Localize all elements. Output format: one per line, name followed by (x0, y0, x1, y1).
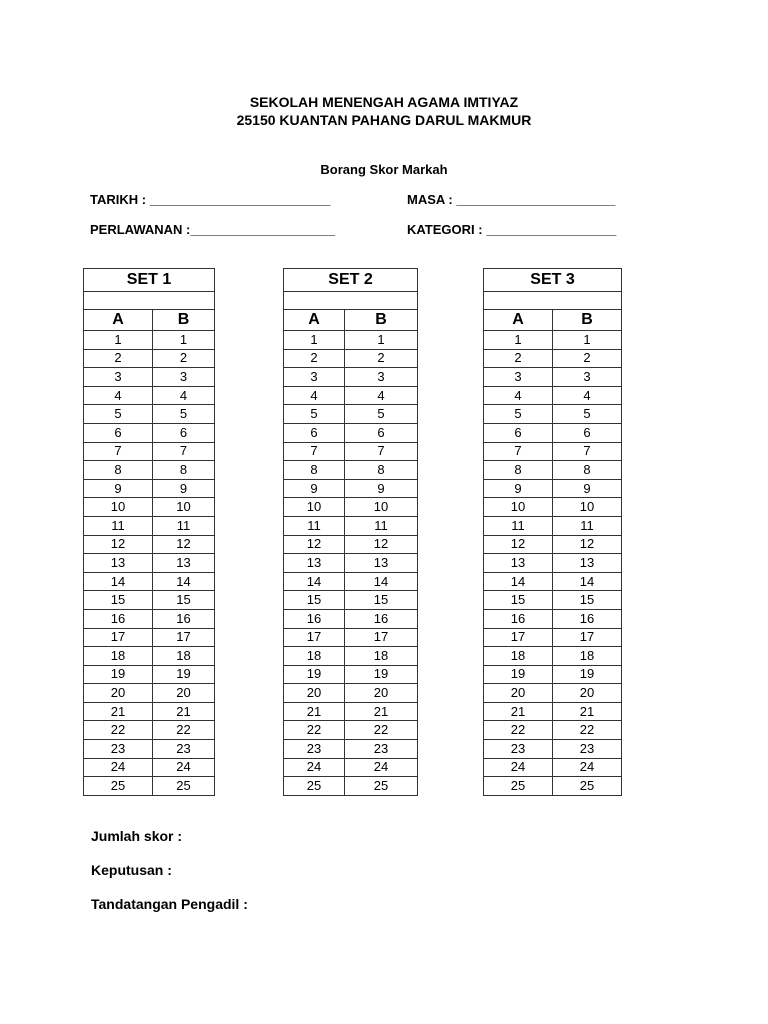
column-header-b: B (345, 310, 418, 331)
score-table-set-1 (83, 268, 215, 796)
score-cell-a: 12 (284, 535, 345, 554)
column-header-b: B (153, 310, 215, 331)
table-row (84, 516, 215, 535)
set-title-row (284, 269, 418, 292)
score-cell-b: 5 (153, 405, 215, 424)
table-row (484, 665, 622, 684)
table-row (284, 740, 418, 759)
score-cell-b: 2 (345, 349, 418, 368)
score-cell-b: 17 (553, 628, 622, 647)
score-cell-b: 11 (553, 516, 622, 535)
score-cell-a: 13 (284, 554, 345, 573)
table-row (284, 684, 418, 703)
table-row (484, 721, 622, 740)
set-title-row (84, 269, 215, 292)
score-cell-a: 22 (284, 721, 345, 740)
blank-row (284, 292, 418, 310)
score-cell-b: 13 (553, 554, 622, 573)
kategori-field: KATEGORI : __________________ (407, 222, 617, 237)
table-row (284, 405, 418, 424)
score-cell-b: 23 (345, 740, 418, 759)
score-cell-a: 4 (284, 386, 345, 405)
score-cell-a: 7 (484, 442, 553, 461)
score-cell-a: 13 (484, 554, 553, 573)
score-cell-b: 9 (153, 479, 215, 498)
table-row (84, 386, 215, 405)
score-cell-a: 18 (284, 647, 345, 666)
score-cell-a: 23 (84, 740, 153, 759)
score-table-set-2 (283, 268, 418, 796)
table-row (484, 498, 622, 517)
score-cell-b: 19 (553, 665, 622, 684)
score-cell-b: 20 (153, 684, 215, 703)
score-cell-a: 5 (284, 405, 345, 424)
table-row (84, 721, 215, 740)
score-cell-a: 15 (484, 591, 553, 610)
blank-cell (84, 292, 215, 310)
score-cell-a: 5 (484, 405, 553, 424)
table-row (84, 535, 215, 554)
score-cell-a: 3 (484, 368, 553, 387)
score-cell-b: 17 (153, 628, 215, 647)
table-row (84, 758, 215, 777)
score-cell-b: 1 (553, 331, 622, 350)
score-cell-a: 5 (84, 405, 153, 424)
table-row (84, 647, 215, 666)
table-row (484, 758, 622, 777)
score-cell-b: 13 (345, 554, 418, 573)
blank-cell (484, 292, 622, 310)
score-cell-a: 25 (284, 777, 345, 796)
score-cell-a: 25 (84, 777, 153, 796)
score-cell-a: 10 (484, 498, 553, 517)
table-row (84, 572, 215, 591)
score-cell-b: 20 (345, 684, 418, 703)
score-cell-a: 14 (484, 572, 553, 591)
table-row (484, 479, 622, 498)
table-row (484, 386, 622, 405)
column-header-row (284, 310, 418, 331)
table-row (84, 554, 215, 573)
score-cell-b: 14 (553, 572, 622, 591)
table-row (484, 368, 622, 387)
score-cell-a: 8 (484, 461, 553, 480)
score-cell-a: 16 (284, 609, 345, 628)
table-row (484, 516, 622, 535)
score-cell-a: 24 (484, 758, 553, 777)
score-cell-b: 14 (345, 572, 418, 591)
score-cell-a: 19 (84, 665, 153, 684)
table-row (84, 461, 215, 480)
score-cell-a: 2 (484, 349, 553, 368)
score-cell-b: 5 (553, 405, 622, 424)
table-row (284, 498, 418, 517)
score-cell-a: 22 (484, 721, 553, 740)
score-cell-a: 23 (284, 740, 345, 759)
score-cell-a: 24 (84, 758, 153, 777)
score-cell-b: 11 (153, 516, 215, 535)
table-row (284, 368, 418, 387)
score-cell-b: 4 (153, 386, 215, 405)
score-cell-b: 16 (345, 609, 418, 628)
score-cell-b: 15 (345, 591, 418, 610)
score-cell-b: 18 (345, 647, 418, 666)
school-name: SEKOLAH MENENGAH AGAMA IMTIYAZ (249, 94, 519, 110)
score-cell-b: 22 (153, 721, 215, 740)
score-cell-a: 20 (84, 684, 153, 703)
score-cell-a: 10 (84, 498, 153, 517)
score-cell-b: 24 (553, 758, 622, 777)
perlawanan-field: PERLAWANAN :____________________ (90, 222, 335, 237)
table-row (84, 777, 215, 796)
table-row (84, 368, 215, 387)
set-title: SET 1 (84, 269, 215, 292)
score-cell-a: 4 (484, 386, 553, 405)
score-cell-a: 15 (84, 591, 153, 610)
score-cell-a: 1 (284, 331, 345, 350)
column-header-a: A (84, 310, 153, 331)
form-title: Borang Skor Markah (320, 162, 448, 177)
score-cell-b: 9 (553, 479, 622, 498)
score-cell-a: 14 (84, 572, 153, 591)
score-cell-b: 4 (553, 386, 622, 405)
score-cell-a: 11 (84, 516, 153, 535)
table-row (84, 423, 215, 442)
table-row (284, 516, 418, 535)
score-cell-a: 21 (84, 702, 153, 721)
score-cell-a: 25 (484, 777, 553, 796)
score-cell-b: 25 (345, 777, 418, 796)
table-row (84, 684, 215, 703)
score-cell-b: 18 (553, 647, 622, 666)
score-cell-b: 8 (345, 461, 418, 480)
score-cell-b: 21 (553, 702, 622, 721)
table-row (84, 498, 215, 517)
table-row (284, 702, 418, 721)
score-cell-a: 9 (284, 479, 345, 498)
table-row (84, 591, 215, 610)
score-cell-b: 24 (345, 758, 418, 777)
table-row (284, 758, 418, 777)
score-cell-b: 22 (553, 721, 622, 740)
table-row (284, 349, 418, 368)
score-cell-b: 10 (345, 498, 418, 517)
score-cell-a: 15 (284, 591, 345, 610)
blank-row (84, 292, 215, 310)
table-row (284, 591, 418, 610)
score-cell-a: 17 (484, 628, 553, 647)
score-cell-a: 6 (84, 423, 153, 442)
score-cell-b: 19 (153, 665, 215, 684)
table-row (284, 479, 418, 498)
score-cell-b: 2 (553, 349, 622, 368)
tandatangan-pengadil-label: Tandatangan Pengadil : (91, 896, 248, 912)
masa-field: MASA : ______________________ (407, 192, 616, 207)
score-cell-a: 3 (284, 368, 345, 387)
score-cell-a: 2 (84, 349, 153, 368)
score-cell-b: 11 (345, 516, 418, 535)
score-cell-b: 21 (153, 702, 215, 721)
column-header-b: B (553, 310, 622, 331)
blank-cell (284, 292, 418, 310)
score-cell-b: 1 (153, 331, 215, 350)
score-cell-a: 2 (284, 349, 345, 368)
table-row (284, 331, 418, 350)
table-row (484, 554, 622, 573)
score-cell-b: 15 (153, 591, 215, 610)
score-cell-a: 18 (84, 647, 153, 666)
score-cell-b: 3 (553, 368, 622, 387)
score-cell-b: 8 (153, 461, 215, 480)
column-header-row (484, 310, 622, 331)
score-cell-a: 19 (284, 665, 345, 684)
score-cell-b: 12 (345, 535, 418, 554)
score-cell-a: 16 (484, 609, 553, 628)
table-row (84, 405, 215, 424)
score-cell-b: 5 (345, 405, 418, 424)
score-cell-b: 7 (153, 442, 215, 461)
score-cell-a: 10 (284, 498, 345, 517)
score-cell-b: 21 (345, 702, 418, 721)
score-cell-b: 16 (553, 609, 622, 628)
table-row (84, 628, 215, 647)
score-cell-a: 22 (84, 721, 153, 740)
table-row (284, 386, 418, 405)
table-row (484, 702, 622, 721)
score-table-set-3 (483, 268, 622, 796)
score-cell-b: 4 (345, 386, 418, 405)
score-cell-b: 13 (153, 554, 215, 573)
table-row (284, 423, 418, 442)
column-header-row (84, 310, 215, 331)
score-cell-b: 12 (553, 535, 622, 554)
table-row (84, 665, 215, 684)
score-cell-a: 9 (484, 479, 553, 498)
score-cell-a: 18 (484, 647, 553, 666)
table-row (484, 331, 622, 350)
score-cell-b: 18 (153, 647, 215, 666)
score-cell-a: 6 (284, 423, 345, 442)
score-cell-b: 17 (345, 628, 418, 647)
table-row (284, 442, 418, 461)
score-cell-a: 12 (84, 535, 153, 554)
jumlah-skor-label: Jumlah skor : (91, 828, 183, 844)
score-cell-b: 2 (153, 349, 215, 368)
table-row (284, 628, 418, 647)
table-row (484, 628, 622, 647)
score-cell-a: 7 (284, 442, 345, 461)
table-row (84, 609, 215, 628)
table-row (284, 461, 418, 480)
score-cell-b: 1 (345, 331, 418, 350)
score-cell-a: 16 (84, 609, 153, 628)
table-row (484, 777, 622, 796)
table-row (284, 665, 418, 684)
score-cell-a: 11 (484, 516, 553, 535)
table-row (284, 777, 418, 796)
score-cell-a: 17 (84, 628, 153, 647)
score-cell-b: 6 (153, 423, 215, 442)
keputusan-label: Keputusan : (91, 862, 172, 878)
score-cell-b: 15 (553, 591, 622, 610)
score-cell-a: 21 (284, 702, 345, 721)
score-cell-a: 8 (284, 461, 345, 480)
table-row (484, 647, 622, 666)
score-cell-a: 20 (284, 684, 345, 703)
set-title: SET 3 (484, 269, 622, 292)
score-cell-a: 6 (484, 423, 553, 442)
score-cell-a: 1 (84, 331, 153, 350)
score-cell-b: 22 (345, 721, 418, 740)
table-row (484, 442, 622, 461)
score-cell-a: 7 (84, 442, 153, 461)
set-title: SET 2 (284, 269, 418, 292)
column-header-a: A (284, 310, 345, 331)
score-cell-a: 20 (484, 684, 553, 703)
score-cell-b: 10 (553, 498, 622, 517)
score-cell-a: 8 (84, 461, 153, 480)
score-cell-b: 23 (553, 740, 622, 759)
table-row (484, 740, 622, 759)
score-cell-b: 8 (553, 461, 622, 480)
score-cell-a: 23 (484, 740, 553, 759)
table-row (84, 442, 215, 461)
table-row (84, 349, 215, 368)
score-cell-a: 19 (484, 665, 553, 684)
table-row (484, 609, 622, 628)
blank-row (484, 292, 622, 310)
set-title-row (484, 269, 622, 292)
score-cell-b: 7 (345, 442, 418, 461)
table-row (484, 591, 622, 610)
table-row (284, 647, 418, 666)
score-cell-a: 12 (484, 535, 553, 554)
score-cell-b: 25 (153, 777, 215, 796)
table-row (84, 331, 215, 350)
score-cell-b: 7 (553, 442, 622, 461)
school-address: 25150 KUANTAN PAHANG DARUL MAKMUR (236, 112, 532, 128)
table-row (284, 554, 418, 573)
table-row (484, 461, 622, 480)
score-cell-b: 24 (153, 758, 215, 777)
score-cell-a: 17 (284, 628, 345, 647)
tarikh-field: TARIKH : _________________________ (90, 192, 331, 207)
table-row (484, 535, 622, 554)
score-cell-a: 3 (84, 368, 153, 387)
score-cell-a: 13 (84, 554, 153, 573)
score-cell-b: 16 (153, 609, 215, 628)
score-cell-a: 1 (484, 331, 553, 350)
table-row (84, 702, 215, 721)
score-cell-a: 9 (84, 479, 153, 498)
score-cell-a: 4 (84, 386, 153, 405)
score-cell-b: 12 (153, 535, 215, 554)
score-cell-b: 20 (553, 684, 622, 703)
table-row (484, 349, 622, 368)
table-row (284, 572, 418, 591)
score-cell-b: 6 (553, 423, 622, 442)
score-cell-b: 19 (345, 665, 418, 684)
table-row (284, 609, 418, 628)
score-cell-b: 23 (153, 740, 215, 759)
score-cell-b: 10 (153, 498, 215, 517)
score-cell-a: 14 (284, 572, 345, 591)
score-cell-a: 24 (284, 758, 345, 777)
score-cell-a: 11 (284, 516, 345, 535)
table-row (84, 479, 215, 498)
table-row (284, 535, 418, 554)
score-cell-b: 9 (345, 479, 418, 498)
column-header-a: A (484, 310, 553, 331)
table-row (84, 740, 215, 759)
table-row (484, 684, 622, 703)
table-row (484, 405, 622, 424)
score-cell-a: 21 (484, 702, 553, 721)
table-row (484, 423, 622, 442)
table-row (484, 572, 622, 591)
score-cell-b: 14 (153, 572, 215, 591)
score-cell-b: 6 (345, 423, 418, 442)
table-row (284, 721, 418, 740)
score-cell-b: 25 (553, 777, 622, 796)
score-cell-b: 3 (153, 368, 215, 387)
score-cell-b: 3 (345, 368, 418, 387)
